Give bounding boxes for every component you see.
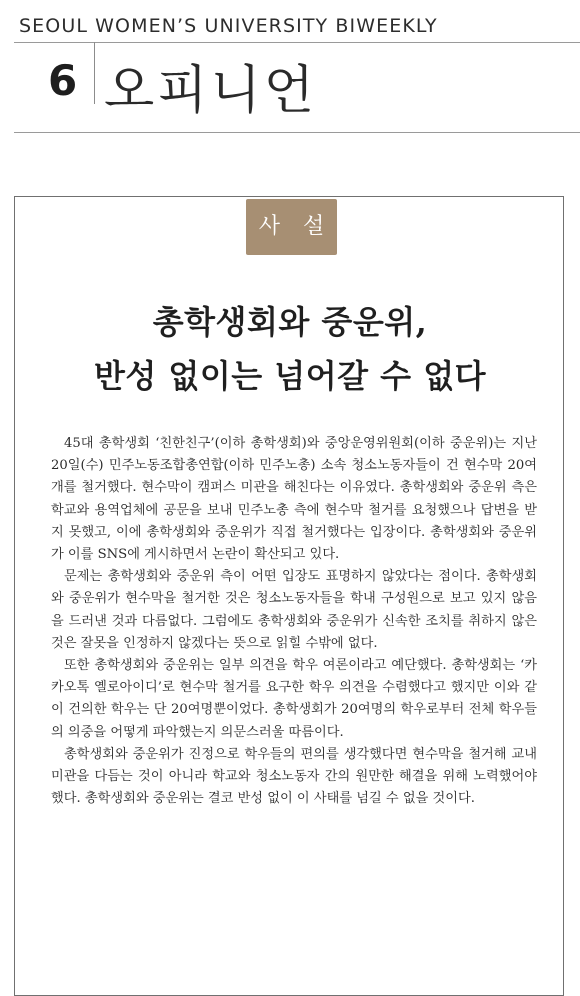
section-title: 오피니언 bbox=[104, 61, 317, 121]
body-paragraph-4: 총학생회와 중운위가 진정으로 학우들의 편의를 생각했다면 현수막을 철거해 교내 미관을 다듬는 것이 아니라 학교와 청소노동자 간의 원만한 해결을 위해 노력했어야 했다. 총학생회와 중운위는 결코 반성 없이 이 사태를 넘길 수 없을 것이다. bbox=[51, 746, 537, 807]
editorial-headline bbox=[15, 295, 565, 403]
masthead bbox=[14, 12, 580, 43]
headline-line-1: 총학생회와 중운위, bbox=[152, 303, 428, 341]
body-paragraph-1: 45대 총학생회 ‘친한친구’(이하 총학생회)와 중앙운영위원회(이하 중운위)는 지난 20일(수) 민주노동조합총연합(이하 민주노총) 소속 청소노동자들이 건 현수막 20여개를 철거했다. 현수막이 캠퍼스 미관을 해친다는 이유였다. 총학생회와 중운위 측은 학교와 용역업체에 공문을 보내 민주노총 측에 현수막 철거를 요청했으나 답변을 받지 못했고, 이에 총학생회와 중운위가 직접 철거했다는 입장이다. 총학생회와 중운위가 이를 SNS에 게시하면서 논란이 확산되고 있다. bbox=[51, 436, 537, 563]
page-number: 6 bbox=[48, 56, 78, 105]
headline-line-2: 반성 없이는 넘어갈 수 없다 bbox=[93, 357, 487, 395]
editorial-box bbox=[14, 196, 564, 996]
editorial-body bbox=[51, 433, 537, 810]
section-header bbox=[14, 42, 580, 133]
editorial-badge: 사 설 bbox=[246, 199, 337, 255]
section-divider bbox=[94, 42, 95, 104]
body-paragraph-3: 또한 총학생회와 중운위는 일부 의견을 학우 여론이라고 예단했다. 총학생회는 ‘카카오톡 옐로아이디’로 현수막 철거를 요구한 학우 의견을 수렴했다고 했지만 이와 같이 건의한 학우는 단 20여명뿐이었다. 총학생회가 20여명의 학우로부터 전체 학우들의 의중을 어떻게 파악했는지 의문스러울 따름이다. bbox=[51, 658, 537, 740]
newspaper-title: SEOUL WOMEN’S UNIVERSITY BIWEEKLY bbox=[19, 15, 438, 37]
body-paragraph-2: 문제는 총학생회와 중운위 측이 어떤 입장도 표명하지 않았다는 점이다. 총학생회와 중운위가 현수막을 철거한 것은 청소노동자들을 학내 구성원으로 보고 있지 않음을 드러낸 것과 다름없다. 그럼에도 총학생회와 중운위가 신속한 조치를 취하지 않은 것은 잘못을 인정하지 않겠다는 뜻으로 읽힐 수밖에 없다. bbox=[51, 569, 537, 651]
